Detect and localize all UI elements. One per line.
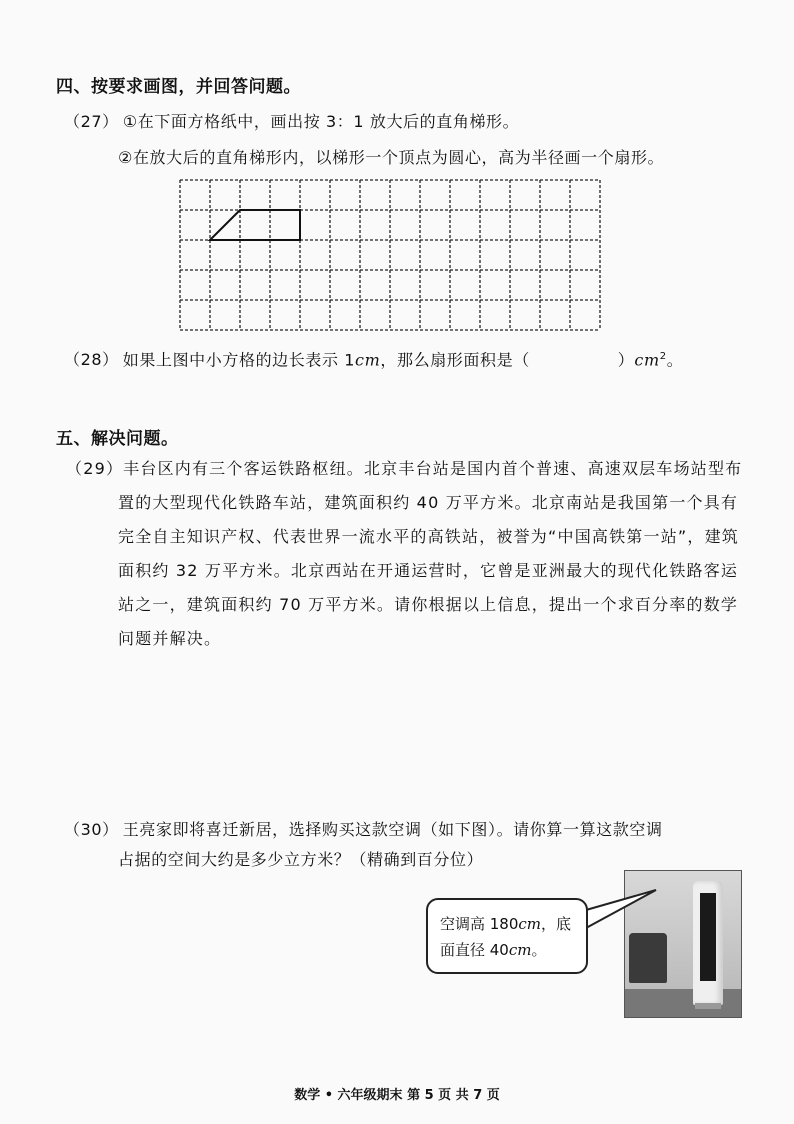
- photo-sofa: [629, 933, 667, 983]
- callout-pointer: [584, 888, 658, 938]
- q28-text-after: ）: [617, 350, 635, 370]
- callout-diameter-unit: cm: [508, 941, 532, 959]
- q29-text: 丰台区内有三个客运铁路枢纽。北京丰台站是国内首个普速、高速双层车场站型布置的大型现代化铁路车站，建筑面积约 40 万平方米。北京南站是我国第一个具有完全自主知识产权、代表世界一流水平的高铁站，被誉为“中国高铁第一站”，建筑面积约 32 万平方米。北京西站在开通运营时，它曾是亚洲最大的现代化铁路客运站之一，建筑面积约 70 万平方米。请你根据以上信息，提出一个求百分率的数学问题并解决。: [118, 459, 743, 648]
- section-5-title: 五、解决问题。: [56, 429, 179, 449]
- q29-paragraph: [66, 452, 748, 656]
- callout-height-unit: cm: [518, 915, 542, 933]
- q28-unit-cm: cm: [355, 350, 381, 370]
- callout-height-text: 空调高 180: [440, 915, 519, 933]
- photo-floor: [625, 989, 741, 1017]
- q28-number: （28）: [64, 350, 119, 370]
- callout-line-1-end: ，底: [541, 915, 572, 933]
- q27-number: （27）: [64, 112, 119, 131]
- q30-line-1: [64, 818, 663, 842]
- callout-line-2: [440, 937, 574, 963]
- air-conditioner-base: [695, 1003, 721, 1009]
- q28-exponent: 2: [659, 351, 667, 362]
- page-footer: 数学 • 六年级期末 第 5 页 共 7 页: [294, 1088, 500, 1103]
- callout-pointer-path: [586, 890, 656, 928]
- callout-diameter-text: 面直径 40: [440, 941, 509, 959]
- right-trapezoid-shape: [210, 210, 300, 240]
- air-conditioner-spec-callout: [426, 898, 588, 974]
- q28-text-before: 如果上图中小方格的边长表示 1: [122, 350, 356, 370]
- q28-end: 。: [666, 350, 684, 370]
- q28-text-middle: ，那么扇形面积是（: [380, 350, 530, 370]
- q30-line-2: 占据的空间大约是多少立方米？（精确到百分位）: [118, 850, 484, 869]
- callout-line-1: [440, 911, 574, 937]
- section-4-title: 四、按要求画图，并回答问题。: [56, 77, 301, 97]
- q27-part-1: ①在下面方格纸中，画出按 3：1 放大后的直角梯形。: [122, 112, 520, 131]
- q27-line-1: [64, 110, 519, 134]
- q29-number: （29）: [66, 459, 124, 478]
- q27-line-2: ②在放大后的直角梯形内，以梯形一个顶点为圆心，高为半径画一个扇形。: [118, 148, 665, 167]
- callout-line-2-end: 。: [531, 941, 547, 959]
- q30-number: （30）: [64, 820, 119, 839]
- q30-text-1: 王亮家即将喜迁新居，选择购买这款空调（如下图）。请你算一算这款空调: [122, 820, 663, 839]
- q28-line: [64, 345, 683, 372]
- square-grid-paper[interactable]: [178, 178, 606, 332]
- q28-unit-cm2: cm: [634, 350, 660, 370]
- air-conditioner-panel: [700, 893, 716, 981]
